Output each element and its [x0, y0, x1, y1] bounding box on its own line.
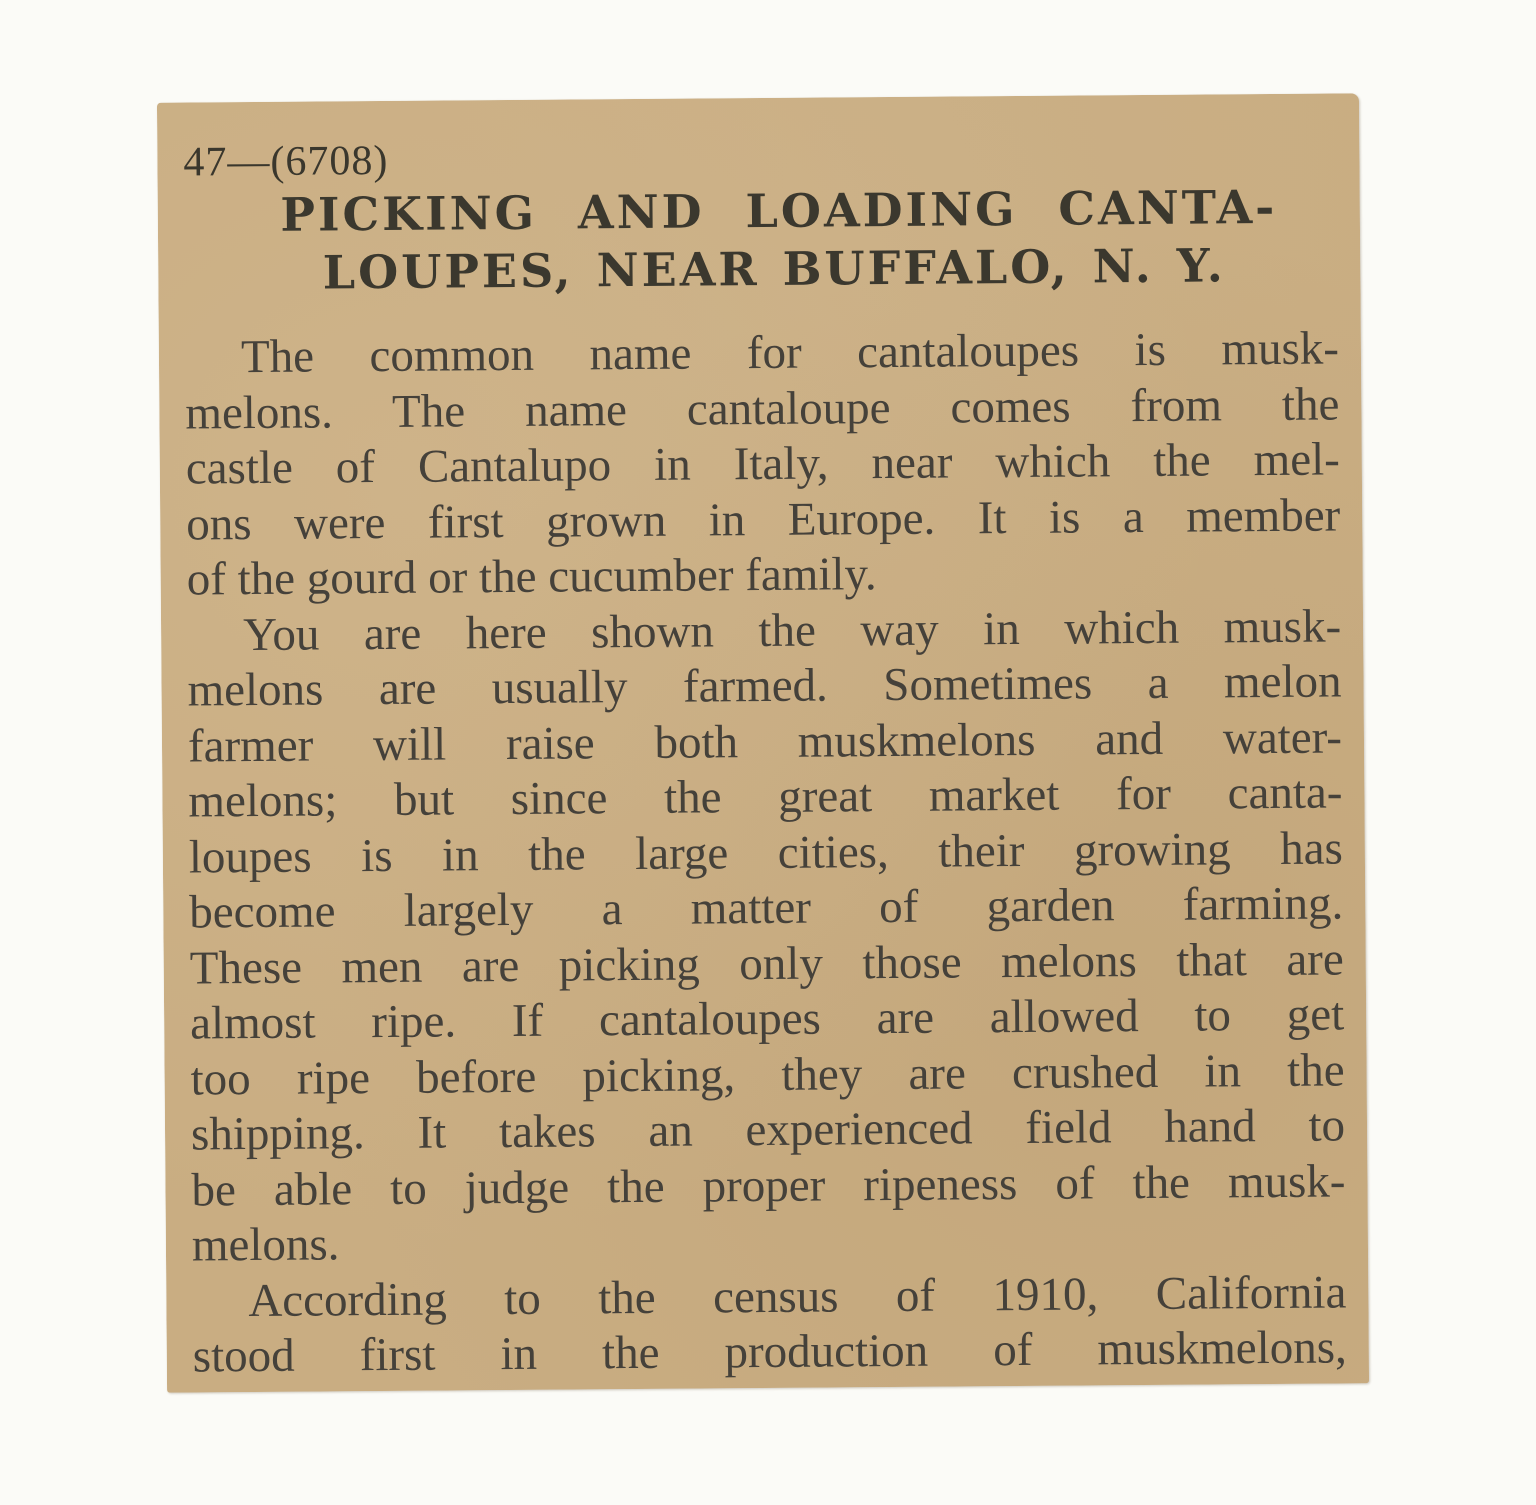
text-line: of the gourd or the cucumber family.: [186, 548, 877, 606]
paragraph-1: [185, 321, 1341, 608]
card-body: [185, 321, 1347, 1385]
text-line: melons are usually farmed. Sometimes a melon: [187, 655, 1342, 717]
text-line: melons.: [191, 1218, 340, 1272]
title-line: LOUPES, NEAR BUFFALO, N. Y.: [322, 238, 1226, 300]
stereoview-description-card: [157, 93, 1369, 1392]
text-line: loupes is in the large cities, their growing has: [188, 821, 1344, 884]
text-line: The common name for cantaloupes is musk-: [240, 322, 1340, 384]
card-number: 47—(6708): [183, 137, 389, 186]
text-line: be able to judge the proper ripeness of the musk-: [191, 1154, 1346, 1217]
text-line: melons. The name cantaloupe comes from the: [185, 377, 1340, 440]
text-line: castle of Cantalupo in Italy, near which the mel-: [185, 433, 1340, 495]
text-line: shipping. It takes an experienced field hand to: [190, 1099, 1346, 1161]
text-line: melons; but since the great market for canta-: [188, 766, 1343, 828]
paragraph-2: [187, 599, 1346, 1274]
text-line: According to the census of 1910, California: [248, 1265, 1347, 1327]
text-line: too ripe before picking, they are crushed in the: [190, 1043, 1345, 1106]
text-line: become largely a matter of garden farming.: [189, 877, 1344, 939]
text-line: stood first in the production of muskmelons,: [192, 1321, 1347, 1383]
text-line: These men are picking only those melons that are: [189, 932, 1344, 995]
paragraph-3: [192, 1265, 1347, 1385]
title-line: PICKING AND LOADING CANTA-: [280, 179, 1278, 242]
card-title: [158, 177, 1361, 302]
text-line: ons were first grown in Europe. It is a member: [186, 488, 1341, 551]
text-line: You are here shown the way in which musk-: [242, 599, 1342, 661]
text-line: almost ripe. If cantaloupes are allowed to get: [189, 988, 1345, 1050]
text-line: farmer will raise both muskmelons and water-: [187, 710, 1343, 773]
